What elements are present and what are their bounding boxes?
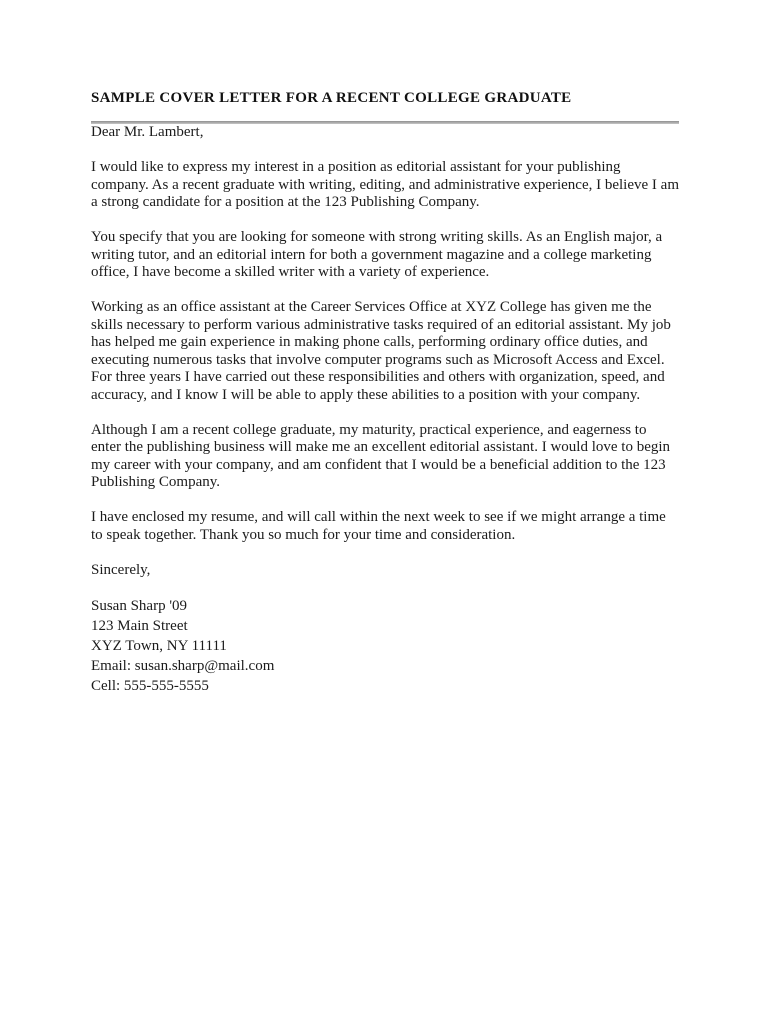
closing: Sincerely, (91, 561, 151, 578)
salutation: Dear Mr. Lambert, (91, 124, 204, 140)
signature-email: Email: susan.sharp@mail.com (91, 658, 275, 674)
body-paragraph-3: Working as an office assistant at the Career Services Office at XYZ College has given me the skills necessary to perform various administrative tasks required of an editorial assistant. My job has helped me gain experience in making phone calls, performing ordinary office duties, and executing numerous tasks that involve computer programs such as Microsoft Access and Excel. For three years I have carried out these responsibilities and others with organization, speed, and accuracy, and I know I will be able to apply these abilities to a position with your company. (91, 299, 671, 403)
body-paragraph-1: I would like to express my interest in a position as editorial assistant for your publishing company. As a recent graduate with writing, editing, and administrative experience, I believe I am a strong candidate for a position at the 123 Publishing Company. (91, 159, 679, 210)
body-paragraph-4: Although I am a recent college graduate, my maturity, practical experience, and eagerness to enter the publishing business will make me an excellent editorial assistant. I would love to begin my career with your company, and am confident that I would be a beneficial addition to the 123 Publishing Company. (91, 421, 671, 490)
signature-city: XYZ Town, NY 11111 (91, 638, 227, 654)
signature-block (91, 596, 679, 696)
signature-name: Susan Sharp '09 (91, 598, 188, 614)
signature-street: 123 Main Street (91, 618, 188, 634)
signature-phone: Cell: 555-555-5555 (91, 678, 209, 694)
document-title: SAMPLE COVER LETTER FOR A RECENT COLLEGE GRADUATE (91, 90, 572, 106)
body-paragraph-5: I have enclosed my resume, and will call within the next week to see if we might arrange a time to speak together. Thank you so much for your time and consideration. (91, 509, 666, 543)
body-paragraph-2: You specify that you are looking for someone with strong writing skills. As an English major, a writing tutor, and an editorial intern for both a government magazine and a college marketing office, I have become a skilled writer with a variety of experience. (91, 229, 663, 280)
letter-content (91, 90, 679, 696)
